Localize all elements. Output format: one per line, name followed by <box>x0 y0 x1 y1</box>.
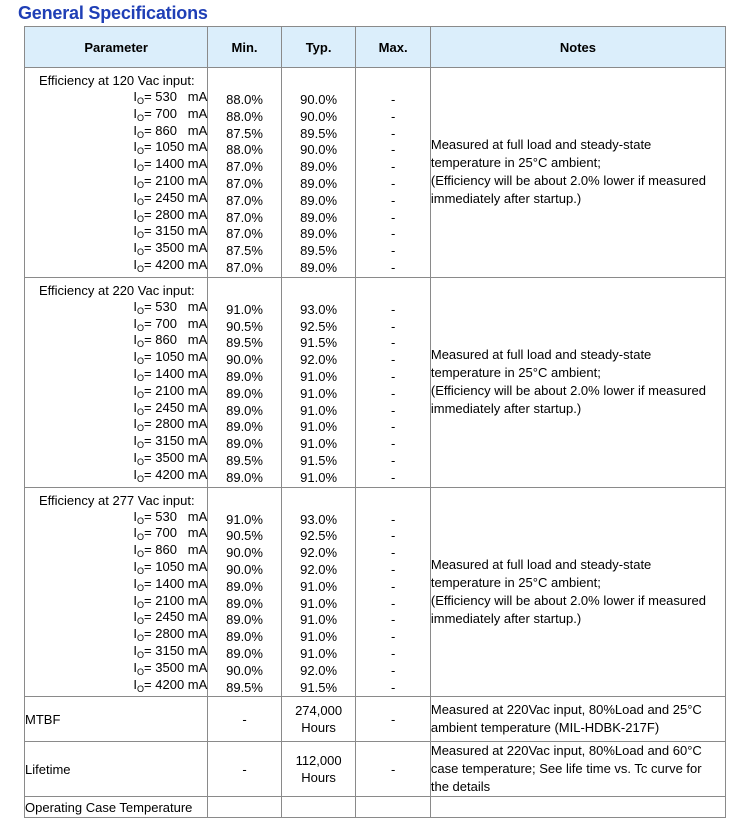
io-symbol: I <box>133 298 138 314</box>
io-symbol: I <box>133 399 138 415</box>
output-current-label <box>25 190 207 207</box>
output-current-label <box>25 593 207 610</box>
efficiency-notes-line: (Efficiency will be about 2.0% lower if measured <box>430 383 706 399</box>
efficiency-min-value: 89.5% <box>226 452 263 468</box>
lifetime-typ-value: 112,000 <box>295 753 342 769</box>
io-subscript: O <box>137 456 145 467</box>
efficiency-notes-line: temperature in 25°C ambient; <box>430 574 601 590</box>
output-current-label <box>25 660 207 677</box>
efficiency-max-cell <box>356 487 431 697</box>
efficiency-max-value: - <box>390 301 396 317</box>
output-current-label <box>25 299 207 316</box>
efficiency-typ-value: 89.0% <box>300 175 338 191</box>
mtbf-notes <box>430 697 725 742</box>
efficiency-max-value: - <box>390 368 396 384</box>
output-current-value: = 4200 mA <box>144 256 208 272</box>
efficiency-notes-cell <box>430 487 725 697</box>
io-subscript: O <box>137 423 145 434</box>
efficiency-typ-value: 91.5% <box>300 335 338 351</box>
efficiency-min-value: 89.5% <box>226 679 263 695</box>
io-symbol: I <box>133 508 138 524</box>
mtbf-typ <box>281 697 356 742</box>
efficiency-typ-value: 91.0% <box>300 578 338 594</box>
efficiency-typ-value: 92.5% <box>300 528 338 544</box>
output-current-value: = 700 mA <box>144 315 208 331</box>
output-current-label <box>25 123 207 140</box>
io-subscript: O <box>137 683 145 694</box>
io-symbol: I <box>133 626 138 642</box>
output-current-label <box>25 626 207 643</box>
efficiency-min-value: 90.0% <box>226 545 263 561</box>
efficiency-min-value: 89.0% <box>226 645 263 661</box>
io-symbol: I <box>133 542 138 558</box>
header-max: Max. <box>356 27 431 68</box>
io-subscript: O <box>137 356 145 367</box>
output-current-value: = 3500 mA <box>144 240 208 256</box>
efficiency-max-value: - <box>390 192 396 208</box>
efficiency-parameter-cell <box>25 277 208 487</box>
efficiency-group-row <box>25 68 726 278</box>
lifetime-notes-line: Measured at 220Vac input, 80%Load and 60°C <box>430 743 702 759</box>
io-subscript: O <box>137 649 145 660</box>
output-current-label <box>25 173 207 190</box>
output-current-value: = 860 mA <box>144 542 208 558</box>
efficiency-min-value: 89.0% <box>226 612 263 628</box>
efficiency-typ-value: 90.0% <box>300 108 338 124</box>
efficiency-max-value: - <box>390 402 396 418</box>
efficiency-max-value: - <box>390 226 396 242</box>
efficiency-typ-value: 92.0% <box>300 352 338 368</box>
efficiency-min-value: 89.0% <box>226 469 263 485</box>
efficiency-group-label: Efficiency at 277 Vac input: <box>39 492 195 508</box>
efficiency-typ-value: 91.0% <box>300 402 338 418</box>
output-current-label <box>25 349 207 366</box>
efficiency-min-cell <box>208 68 282 278</box>
io-symbol: I <box>133 122 138 138</box>
header-min: Min. <box>208 27 282 68</box>
efficiency-max-value: - <box>390 419 396 435</box>
efficiency-notes-line: (Efficiency will be about 2.0% lower if measured <box>430 592 706 608</box>
efficiency-max-value: - <box>390 528 396 544</box>
efficiency-max-value: - <box>390 452 396 468</box>
efficiency-typ-value: 90.0% <box>300 92 338 107</box>
output-current-label <box>25 542 207 559</box>
output-current-value: = 860 mA <box>144 332 208 348</box>
efficiency-typ-value: 90.0% <box>300 142 338 158</box>
efficiency-max-value: - <box>390 679 396 695</box>
efficiency-max-value: - <box>390 142 396 158</box>
output-current-value: = 3150 mA <box>144 433 208 449</box>
output-current-label <box>25 106 207 123</box>
io-symbol: I <box>133 416 138 432</box>
lifetime-notes <box>430 742 725 797</box>
io-subscript: O <box>137 247 145 258</box>
output-current-value: = 2450 mA <box>144 609 208 625</box>
efficiency-min-value: 89.0% <box>226 578 263 594</box>
output-current-value: = 3500 mA <box>144 449 208 465</box>
efficiency-max-value: - <box>390 125 396 141</box>
operating-case-temperature-row <box>25 797 726 818</box>
efficiency-typ-value: 91.0% <box>300 629 338 645</box>
mtbf-notes-line: ambient temperature (MIL-HDBK-217F) <box>430 720 660 736</box>
output-current-value: = 2450 mA <box>144 189 208 205</box>
io-subscript: O <box>137 549 145 560</box>
mtbf-min: - <box>208 697 282 742</box>
io-subscript: O <box>137 263 145 274</box>
output-current-label <box>25 139 207 156</box>
output-current-value: = 530 mA <box>144 298 208 314</box>
efficiency-notes-line: immediately after startup.) <box>430 610 582 626</box>
io-symbol: I <box>133 382 138 398</box>
io-subscript: O <box>137 440 145 451</box>
lifetime-min: - <box>208 742 282 797</box>
io-subscript: O <box>137 146 145 157</box>
efficiency-max-cell <box>356 277 431 487</box>
efficiency-notes-line: Measured at full load and steady-state <box>430 137 652 153</box>
io-symbol: I <box>133 139 138 155</box>
mtbf-notes-line: Measured at 220Vac input, 80%Load and 25°C <box>430 702 702 718</box>
io-subscript: O <box>137 406 145 417</box>
efficiency-notes-line: temperature in 25°C ambient; <box>430 365 601 381</box>
output-current-label <box>25 366 207 383</box>
efficiency-max-value: - <box>390 259 396 275</box>
output-current-label <box>25 89 207 106</box>
efficiency-typ-value: 91.5% <box>300 452 338 468</box>
mtbf-max: - <box>356 697 431 742</box>
io-symbol: I <box>133 525 138 541</box>
efficiency-min-value: 90.0% <box>226 561 263 577</box>
io-symbol: I <box>133 240 138 256</box>
io-symbol: I <box>133 349 138 365</box>
output-current-value: = 530 mA <box>144 508 208 524</box>
efficiency-min-value: 88.0% <box>226 108 263 124</box>
efficiency-max-value: - <box>390 159 396 175</box>
efficiency-typ-value: 93.0% <box>300 511 338 527</box>
efficiency-typ-value: 89.5% <box>300 125 338 141</box>
io-subscript: O <box>137 515 145 526</box>
io-subscript: O <box>137 633 145 644</box>
efficiency-typ-value: 91.0% <box>300 595 338 611</box>
efficiency-max-value: - <box>390 385 396 401</box>
efficiency-group-label: Efficiency at 220 Vac input: <box>39 282 195 298</box>
io-symbol: I <box>133 256 138 272</box>
output-current-value: = 2800 mA <box>144 416 208 432</box>
empty-cell <box>281 797 356 818</box>
efficiency-min-value: 89.0% <box>226 385 263 401</box>
io-symbol: I <box>133 156 138 172</box>
io-symbol: I <box>133 433 138 449</box>
output-current-value: = 4200 mA <box>144 466 208 482</box>
efficiency-group-row <box>25 487 726 697</box>
output-current-label <box>25 383 207 400</box>
output-current-label <box>25 559 207 576</box>
efficiency-min-value: 87.0% <box>226 175 263 191</box>
efficiency-typ-value: 91.5% <box>300 679 338 695</box>
io-subscript: O <box>137 96 145 106</box>
lifetime-notes-line: the details <box>430 779 491 795</box>
output-current-label <box>25 240 207 257</box>
output-current-value: = 2800 mA <box>144 206 208 222</box>
efficiency-typ-value: 91.0% <box>300 469 338 485</box>
io-subscript: O <box>137 582 145 593</box>
lifetime-max: - <box>356 742 431 797</box>
io-subscript: O <box>137 565 145 576</box>
output-current-label <box>25 257 207 274</box>
efficiency-max-value: - <box>390 595 396 611</box>
efficiency-typ-value: 89.0% <box>300 226 338 242</box>
io-symbol: I <box>133 449 138 465</box>
efficiency-min-value: 89.5% <box>226 335 263 351</box>
efficiency-group-label: Efficiency at 120 Vac input: <box>39 73 195 88</box>
efficiency-group-row <box>25 277 726 487</box>
efficiency-min-value: 87.0% <box>226 192 263 208</box>
efficiency-max-value: - <box>390 629 396 645</box>
io-symbol: I <box>133 609 138 625</box>
efficiency-min-value: 89.0% <box>226 402 263 418</box>
efficiency-max-cell <box>356 68 431 278</box>
efficiency-max-value: - <box>390 578 396 594</box>
io-symbol: I <box>133 642 138 658</box>
table-header-row <box>25 27 726 68</box>
io-subscript: O <box>137 179 145 190</box>
empty-cell <box>208 797 282 818</box>
output-current-label <box>25 509 207 526</box>
io-symbol: I <box>133 189 138 205</box>
efficiency-min-value: 87.0% <box>226 159 263 175</box>
efficiency-max-value: - <box>390 335 396 351</box>
header-typ: Typ. <box>281 27 356 68</box>
efficiency-min-value: 90.0% <box>226 352 263 368</box>
efficiency-min-value: 89.0% <box>226 595 263 611</box>
io-symbol: I <box>133 575 138 591</box>
general-specifications-table <box>24 26 726 818</box>
efficiency-typ-value: 91.0% <box>300 368 338 384</box>
io-subscript: O <box>137 599 145 610</box>
efficiency-typ-cell <box>281 68 356 278</box>
efficiency-notes-cell <box>430 68 725 278</box>
io-subscript: O <box>137 213 145 224</box>
io-subscript: O <box>137 389 145 400</box>
output-current-value: = 2100 mA <box>144 172 208 188</box>
io-subscript: O <box>137 339 145 350</box>
io-subscript: O <box>137 372 145 383</box>
header-notes: Notes <box>430 27 725 68</box>
efficiency-max-value: - <box>390 108 396 124</box>
output-current-value: = 2100 mA <box>144 382 208 398</box>
output-current-label <box>25 576 207 593</box>
io-symbol: I <box>133 676 138 692</box>
efficiency-typ-value: 92.0% <box>300 561 338 577</box>
output-current-label <box>25 677 207 694</box>
lifetime-row <box>25 742 726 797</box>
output-current-value: = 700 mA <box>144 105 208 121</box>
output-current-label <box>25 207 207 224</box>
efficiency-notes-line: immediately after startup.) <box>430 401 582 417</box>
efficiency-typ-value: 89.5% <box>300 243 338 259</box>
io-symbol: I <box>133 206 138 222</box>
efficiency-max-value: - <box>390 511 396 527</box>
io-symbol: I <box>133 466 138 482</box>
efficiency-max-value: - <box>390 352 396 368</box>
header-parameter: Parameter <box>25 27 208 68</box>
efficiency-max-value: - <box>390 561 396 577</box>
io-symbol: I <box>133 89 138 104</box>
output-current-label <box>25 400 207 417</box>
output-current-value: = 2100 mA <box>144 592 208 608</box>
io-subscript: O <box>137 129 145 140</box>
mtbf-typ-unit: Hours <box>301 720 336 736</box>
efficiency-min-value: 90.0% <box>226 662 263 678</box>
io-symbol: I <box>133 558 138 574</box>
efficiency-typ-value: 93.0% <box>300 301 338 317</box>
efficiency-max-value: - <box>390 545 396 561</box>
output-current-value: = 2800 mA <box>144 626 208 642</box>
io-subscript: O <box>137 112 145 123</box>
efficiency-min-value: 89.0% <box>226 419 263 435</box>
efficiency-min-value: 90.5% <box>226 318 263 334</box>
efficiency-notes-cell <box>430 277 725 487</box>
io-symbol: I <box>133 172 138 188</box>
io-symbol: I <box>133 592 138 608</box>
efficiency-typ-cell <box>281 487 356 697</box>
io-symbol: I <box>133 105 138 121</box>
efficiency-max-value: - <box>390 469 396 485</box>
efficiency-typ-value: 89.0% <box>300 192 338 208</box>
efficiency-typ-value: 89.0% <box>300 159 338 175</box>
efficiency-typ-value: 89.0% <box>300 259 338 275</box>
efficiency-typ-value: 92.5% <box>300 318 338 334</box>
output-current-label <box>25 316 207 333</box>
efficiency-max-value: - <box>390 175 396 191</box>
empty-cell <box>430 797 725 818</box>
efficiency-min-value: 90.5% <box>226 528 263 544</box>
io-subscript: O <box>137 532 145 543</box>
efficiency-min-value: 87.0% <box>226 259 263 275</box>
mtbf-row <box>25 697 726 742</box>
efficiency-min-value: 87.5% <box>226 125 263 141</box>
efficiency-min-value: 91.0% <box>226 511 263 527</box>
io-subscript: O <box>137 666 145 677</box>
output-current-label <box>25 609 207 626</box>
output-current-value: = 530 mA <box>144 89 208 104</box>
section-title: General Specifications <box>18 3 208 23</box>
efficiency-min-value: 87.0% <box>226 226 263 242</box>
output-current-label <box>25 525 207 542</box>
output-current-label <box>25 416 207 433</box>
efficiency-min-value: 89.0% <box>226 436 263 452</box>
output-current-value: = 3500 mA <box>144 659 208 675</box>
efficiency-max-value: - <box>390 662 396 678</box>
efficiency-notes-line: temperature in 25°C ambient; <box>430 155 601 171</box>
efficiency-min-value: 91.0% <box>226 301 263 317</box>
output-current-label <box>25 223 207 240</box>
efficiency-max-value: - <box>390 436 396 452</box>
output-current-value: = 2450 mA <box>144 399 208 415</box>
io-subscript: O <box>137 230 145 241</box>
output-current-value: = 3150 mA <box>144 223 208 239</box>
output-current-value: = 3150 mA <box>144 642 208 658</box>
io-symbol: I <box>133 223 138 239</box>
output-current-label <box>25 450 207 467</box>
output-current-label <box>25 156 207 173</box>
operating-case-temperature-label: Operating Case Temperature <box>25 797 208 818</box>
efficiency-typ-value: 89.0% <box>300 209 338 225</box>
efficiency-max-value: - <box>390 645 396 661</box>
lifetime-typ <box>281 742 356 797</box>
io-symbol: I <box>133 332 138 348</box>
io-subscript: O <box>137 473 145 484</box>
io-subscript: O <box>137 616 145 627</box>
efficiency-typ-value: 91.0% <box>300 645 338 661</box>
efficiency-max-value: - <box>390 92 396 107</box>
output-current-label <box>25 433 207 450</box>
io-subscript: O <box>137 322 145 333</box>
efficiency-typ-value: 91.0% <box>300 612 338 628</box>
lifetime-typ-unit: Hours <box>301 770 336 786</box>
output-current-label <box>25 467 207 484</box>
output-current-value: = 1400 mA <box>144 365 208 381</box>
efficiency-typ-value: 92.0% <box>300 545 338 561</box>
mtbf-typ-value: 274,000 <box>295 703 343 719</box>
output-current-label <box>25 332 207 349</box>
efficiency-min-value: 87.0% <box>226 209 263 225</box>
io-symbol: I <box>133 315 138 331</box>
efficiency-notes-line: (Efficiency will be about 2.0% lower if measured <box>430 173 706 189</box>
output-current-value: = 1050 mA <box>144 139 208 155</box>
efficiency-notes-line: Measured at full load and steady-state <box>430 556 652 572</box>
output-current-value: = 1400 mA <box>144 575 208 591</box>
efficiency-max-value: - <box>390 612 396 628</box>
efficiency-typ-value: 91.0% <box>300 385 338 401</box>
efficiency-typ-cell <box>281 277 356 487</box>
io-symbol: I <box>133 659 138 675</box>
output-current-value: = 4200 mA <box>144 676 208 692</box>
efficiency-max-value: - <box>390 243 396 259</box>
efficiency-typ-value: 92.0% <box>300 662 338 678</box>
efficiency-max-value: - <box>390 318 396 334</box>
output-current-value: = 860 mA <box>144 122 208 138</box>
lifetime-label: Lifetime <box>25 742 208 797</box>
efficiency-min-value: 88.0% <box>226 92 263 107</box>
efficiency-parameter-cell <box>25 487 208 697</box>
efficiency-parameter-cell <box>25 68 208 278</box>
output-current-value: = 1400 mA <box>144 156 208 172</box>
efficiency-typ-value: 91.0% <box>300 436 338 452</box>
io-subscript: O <box>137 305 145 316</box>
efficiency-min-cell <box>208 277 282 487</box>
efficiency-min-value: 87.5% <box>226 243 263 259</box>
efficiency-min-cell <box>208 487 282 697</box>
output-current-label <box>25 643 207 660</box>
output-current-value: = 700 mA <box>144 525 208 541</box>
efficiency-min-value: 89.0% <box>226 629 263 645</box>
output-current-value: = 1050 mA <box>144 558 208 574</box>
io-symbol: I <box>133 365 138 381</box>
efficiency-min-value: 88.0% <box>226 142 263 158</box>
efficiency-notes-line: immediately after startup.) <box>430 191 582 207</box>
efficiency-typ-value: 91.0% <box>300 419 338 435</box>
efficiency-max-value: - <box>390 209 396 225</box>
mtbf-label: MTBF <box>25 697 208 742</box>
output-current-value: = 1050 mA <box>144 349 208 365</box>
efficiency-min-value: 89.0% <box>226 368 263 384</box>
efficiency-notes-line: Measured at full load and steady-state <box>430 347 652 363</box>
lifetime-notes-line: case temperature; See life time vs. Tc curve for <box>430 761 702 777</box>
io-subscript: O <box>137 196 145 207</box>
io-subscript: O <box>137 163 145 174</box>
empty-cell <box>356 797 431 818</box>
